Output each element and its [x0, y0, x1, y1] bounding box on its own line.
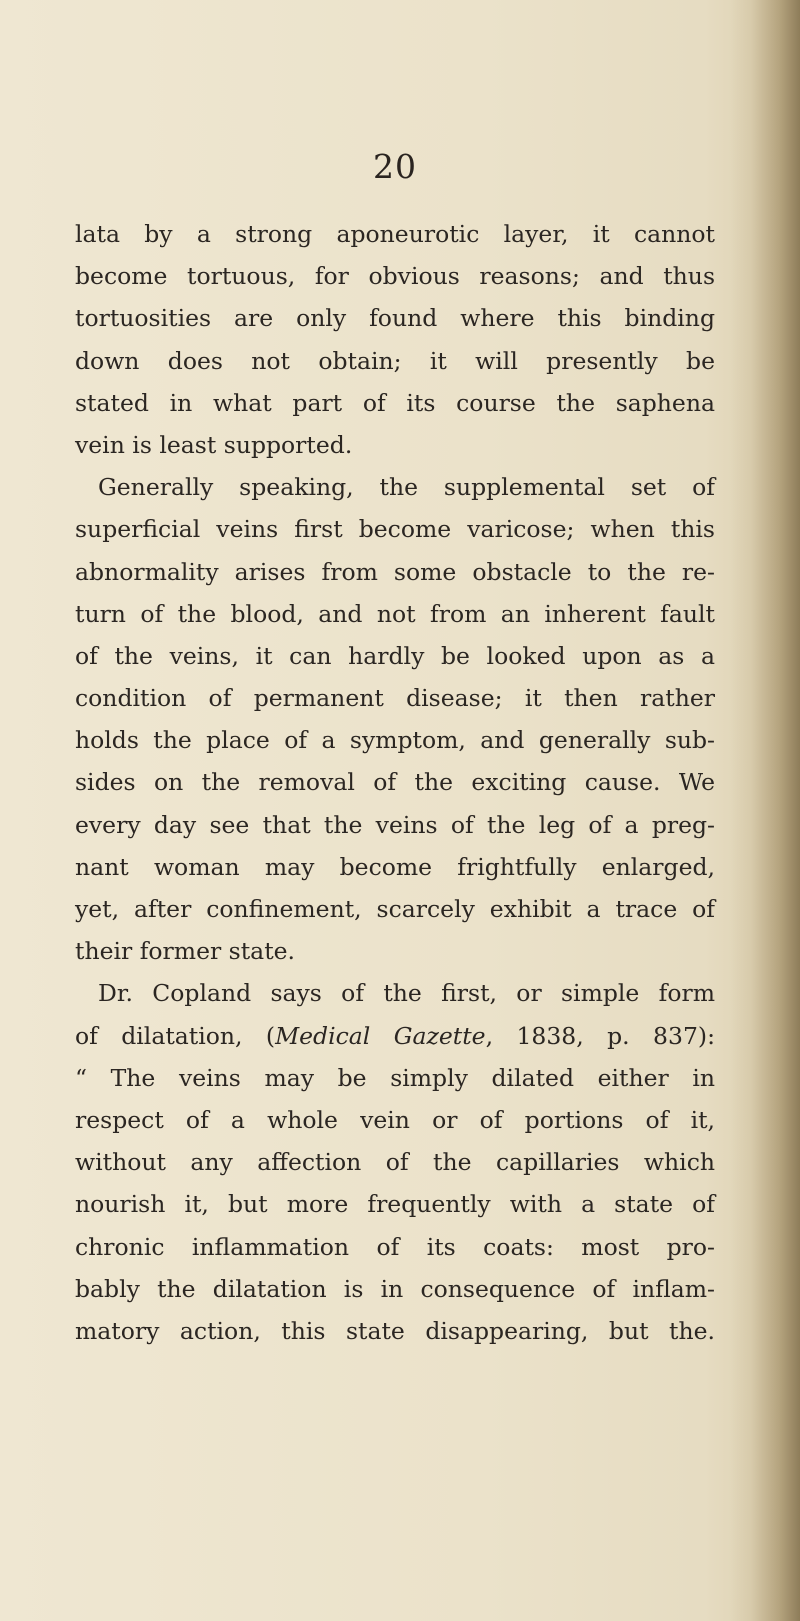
text-line: vein is least supported.	[75, 430, 353, 459]
text-line: nourish it, but more frequently with a state of	[75, 1190, 715, 1219]
text-line: down does not obtain; it will presently be	[75, 346, 715, 375]
text-line: “ The veins may be simply dilated either in	[75, 1063, 715, 1092]
text-line: abnormality arises from some obstacle to the re-	[75, 557, 715, 586]
text-line: turn of the blood, and not from an inherent fault	[75, 599, 715, 628]
page-edge-shadow	[730, 0, 800, 1621]
text-line: become tortuous, for obvious reasons; and thus	[75, 262, 715, 291]
text-line: chronic inflammation of its coats: most pro-	[75, 1232, 715, 1261]
text-line: every day see that the veins of the leg of a preg-	[75, 810, 715, 839]
text-line: holds the place of a symptom, and generally sub-	[75, 726, 715, 755]
text-line-citation	[75, 1015, 715, 1057]
text-line: respect of a whole vein or of portions of it,	[75, 1105, 715, 1134]
text-line: Generally speaking, the supplemental set of	[98, 473, 715, 502]
text-line: stated in what part of its course the saphena	[75, 388, 715, 417]
text-line: superficial veins first become varicose; when this	[75, 515, 715, 544]
citation-journal: Medical Gazette	[275, 1021, 486, 1050]
body-text	[75, 213, 715, 1352]
text-line: matory action, this state disappearing, but the.	[75, 1316, 715, 1345]
text-line: nant woman may become frightfully enlarged,	[75, 852, 715, 881]
text-line: lata by a strong aponeurotic layer, it cannot	[75, 220, 715, 248]
text-line: condition of permanent disease; it then rather	[75, 684, 715, 713]
text-line: bably the dilatation is in consequence of inflam-	[75, 1274, 715, 1303]
text-line: without any affection of the capillaries which	[75, 1148, 715, 1177]
citation-before: of dilatation, (	[75, 1021, 276, 1050]
text-line: Dr. Copland says of the first, or simple form	[98, 979, 715, 1008]
citation-after: , 1838, p. 837):	[485, 1021, 715, 1050]
text-line: of the veins, it can hardly be looked upon as a	[75, 641, 715, 670]
page-number: 20	[373, 147, 417, 186]
text-line: sides on the removal of the exciting cause. We	[75, 768, 715, 797]
text-line: their former state.	[75, 937, 296, 966]
text-line: tortuosities are only found where this binding	[75, 304, 715, 333]
text-line: yet, after confinement, scarcely exhibit a trace of	[75, 895, 715, 923]
